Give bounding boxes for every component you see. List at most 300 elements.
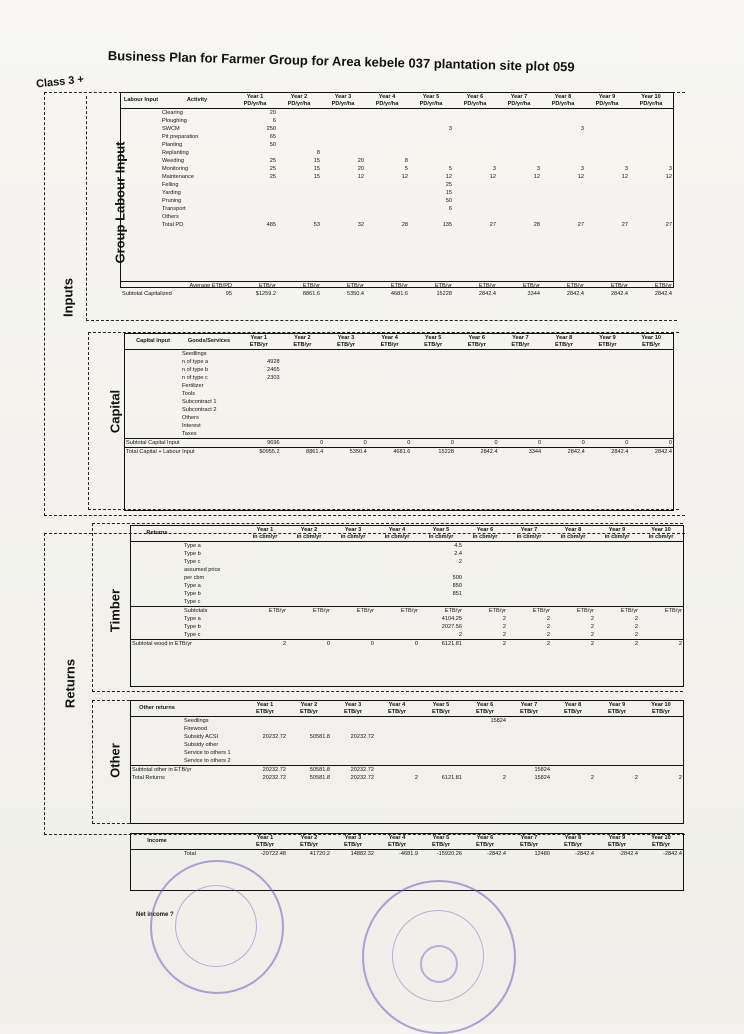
spacer-cell xyxy=(131,725,183,733)
unit-label: ETB/yr xyxy=(563,708,583,715)
spacer-cell xyxy=(131,741,183,749)
value-cell xyxy=(409,149,453,157)
year-label: Year 1 xyxy=(256,701,274,708)
year-label: Year 4 xyxy=(378,93,396,100)
value-cell xyxy=(639,766,683,775)
value-cell xyxy=(375,631,419,640)
value-cell xyxy=(585,141,629,149)
spacer-cell xyxy=(131,550,183,558)
unit-label: PD/yr/ha xyxy=(243,100,267,107)
unit-cell: ETB/yr xyxy=(595,607,639,616)
value-cell: 2 xyxy=(502,624,506,630)
value-cell xyxy=(629,382,673,390)
unit-cell: ETB/yr xyxy=(321,282,365,291)
value-cell: 2 xyxy=(590,775,594,781)
value-cell xyxy=(331,542,375,551)
year-header-5 xyxy=(419,834,463,850)
value-cell: 14882.32 xyxy=(331,850,375,859)
value-cell: 65 xyxy=(269,134,276,140)
value-cell xyxy=(541,205,585,213)
activity-label: SWCM xyxy=(162,126,180,132)
value-cell xyxy=(411,406,455,414)
value-cell xyxy=(499,382,543,390)
value-cell: 50 xyxy=(445,198,452,204)
value-cell xyxy=(499,430,543,439)
unit-label: ETB/yr xyxy=(343,841,363,848)
value-cell xyxy=(497,125,541,133)
timber-value-row xyxy=(131,623,683,631)
year-header-3 xyxy=(331,701,375,717)
value-cell xyxy=(277,197,321,205)
value-cell: 2 xyxy=(502,616,506,622)
value-cell xyxy=(365,117,409,125)
value-cell xyxy=(455,366,499,374)
value-cell xyxy=(409,117,453,125)
value-cell xyxy=(331,574,375,582)
other-total-row xyxy=(131,774,683,782)
spacer-cell xyxy=(121,205,161,213)
goods-label: n of type c xyxy=(182,375,208,381)
value-cell xyxy=(463,550,507,558)
value-cell xyxy=(499,366,543,374)
value-cell xyxy=(233,181,277,189)
unit-cell: ETB/yr xyxy=(419,607,463,616)
unit-label: ETB/yr xyxy=(387,708,407,715)
value-cell xyxy=(321,213,365,221)
value-cell xyxy=(595,757,639,766)
timber-row xyxy=(131,558,683,566)
value-cell: 2 xyxy=(507,640,551,649)
value-cell xyxy=(331,590,375,598)
value-cell: 5 xyxy=(404,166,408,172)
value-cell xyxy=(321,205,365,213)
activity-label: Felling xyxy=(162,182,179,188)
other-header-row xyxy=(131,701,683,717)
year-label: Year 9 xyxy=(598,93,616,100)
year-header-2 xyxy=(281,334,325,350)
year-label: Year 3 xyxy=(334,93,352,100)
year-label: Year 3 xyxy=(337,334,355,341)
value-cell: 6121.81 xyxy=(441,775,462,781)
goods-label: Tools xyxy=(182,391,196,397)
year-header-8 xyxy=(542,334,586,350)
capital-row xyxy=(125,398,673,406)
year-header-10 xyxy=(639,834,683,850)
value-cell xyxy=(375,574,419,582)
year-label: Year 3 xyxy=(344,701,362,708)
value-cell xyxy=(321,181,365,189)
value-cell xyxy=(281,390,325,398)
value-cell: 2 xyxy=(546,616,550,622)
value-cell: -4681.9 xyxy=(375,850,419,859)
value-cell xyxy=(507,566,551,574)
year-header-6 xyxy=(463,834,507,850)
year-header-4 xyxy=(375,834,419,850)
subtotal-label: Subtotal Capital Input xyxy=(126,440,180,446)
value-cell xyxy=(542,374,586,382)
value-cell xyxy=(277,189,321,197)
value-cell: 12 xyxy=(401,174,408,180)
year-header-10 xyxy=(639,701,683,717)
value-cell xyxy=(419,766,463,775)
activity-label: Weeding xyxy=(162,158,184,164)
unit-cell: ETB/yr xyxy=(365,282,409,291)
value-cell xyxy=(497,205,541,213)
value-cell: 8 xyxy=(404,158,408,164)
labour-summary-table xyxy=(121,281,673,298)
value-cell xyxy=(639,725,683,733)
labour-average-row xyxy=(121,282,673,291)
unit-label: PD/yr/ha xyxy=(287,100,311,107)
value-cell xyxy=(375,615,419,623)
timber-type-label: Type c xyxy=(184,559,201,565)
value-cell xyxy=(551,582,595,590)
activity-label: Others xyxy=(162,214,179,220)
value-cell xyxy=(551,741,595,749)
value-cell xyxy=(497,197,541,205)
unit-label: PD/yr/ha xyxy=(419,100,443,107)
value-cell: 6 xyxy=(272,118,276,124)
value-cell xyxy=(277,117,321,125)
year-label: Year 7 xyxy=(512,334,529,341)
labour-row xyxy=(121,117,673,125)
value-cell xyxy=(281,430,325,439)
year-header-3 xyxy=(321,93,365,109)
value-cell: 2 xyxy=(546,624,550,630)
unit-label: ETB/yr xyxy=(424,341,443,348)
value-cell xyxy=(497,213,541,221)
value-cell: 28 xyxy=(533,222,540,228)
group-labour-label: Group Labour Input xyxy=(112,141,128,264)
value-cell: 9696 xyxy=(237,439,281,448)
value-cell xyxy=(368,398,412,406)
value-cell xyxy=(281,358,325,366)
value-cell xyxy=(287,623,331,631)
spacer-cell xyxy=(121,109,161,118)
value-cell: 2842.4 xyxy=(654,291,672,297)
year-label: Year 6 xyxy=(468,334,486,341)
timber-table xyxy=(131,526,683,648)
year-header-5 xyxy=(419,526,463,542)
other-item-label: Firewood xyxy=(184,726,208,732)
value-cell: 2 xyxy=(634,624,638,630)
value-cell xyxy=(551,550,595,558)
value-cell: 12 xyxy=(577,174,584,180)
year-label: Year 2 xyxy=(300,526,318,533)
year-header-3 xyxy=(331,526,375,542)
year-label: Year 5 xyxy=(422,93,440,100)
value-cell: 4681.6 xyxy=(390,291,408,297)
value-cell xyxy=(639,631,683,640)
value-cell: 2 xyxy=(414,775,418,781)
value-cell xyxy=(595,582,639,590)
spacer-cell xyxy=(131,558,183,566)
labour-subtotal-row xyxy=(121,290,673,298)
value-cell xyxy=(507,717,551,726)
year-header-2 xyxy=(287,526,331,542)
value-cell xyxy=(331,741,375,749)
value-cell xyxy=(287,717,331,726)
value-cell xyxy=(365,205,409,213)
value-cell: 0 xyxy=(287,640,331,649)
value-cell xyxy=(639,741,683,749)
value-cell: 2842.4 xyxy=(586,448,630,457)
value-cell xyxy=(463,741,507,749)
value-cell xyxy=(375,623,419,631)
unit-label: ETB/yr xyxy=(511,341,530,348)
year-header-7 xyxy=(507,701,551,717)
value-cell xyxy=(595,550,639,558)
year-label: Year 9 xyxy=(608,701,626,708)
value-cell xyxy=(586,382,630,390)
value-cell xyxy=(595,598,639,607)
value-cell: 0 xyxy=(586,439,630,448)
spacer-cell xyxy=(121,157,161,165)
total-label: Total PD xyxy=(162,222,184,228)
capital-row xyxy=(125,358,673,366)
value-cell xyxy=(411,382,455,390)
value-cell xyxy=(409,133,453,141)
value-cell xyxy=(507,582,551,590)
spacer-cell xyxy=(121,221,161,229)
value-cell xyxy=(595,542,639,551)
year-label: Year 10 xyxy=(651,526,671,533)
value-cell xyxy=(455,414,499,422)
timber-type-label: Type c xyxy=(184,632,201,638)
value-cell xyxy=(281,414,325,422)
value-cell xyxy=(507,542,551,551)
activity-label: Replanting xyxy=(162,150,189,156)
value-cell xyxy=(324,366,368,374)
spacer-cell xyxy=(131,607,183,616)
value-cell xyxy=(497,109,541,118)
unit-cell: ETB/yr xyxy=(243,607,287,616)
value-cell: 2 xyxy=(546,632,550,638)
goods-label: Interest xyxy=(182,423,201,429)
value-cell xyxy=(629,133,673,141)
activity-label: Yarding xyxy=(162,190,181,196)
value-cell xyxy=(455,406,499,414)
value-cell xyxy=(277,133,321,141)
value-cell xyxy=(453,213,497,221)
value-cell xyxy=(595,590,639,598)
value-cell: 20 xyxy=(357,166,364,172)
labour-total-row xyxy=(121,221,673,229)
unit-label: ETB/yr xyxy=(336,341,355,348)
value-cell: 15 xyxy=(313,158,320,164)
value-cell: 2027.56 xyxy=(441,624,462,630)
value-cell xyxy=(629,157,673,165)
year-header-9 xyxy=(595,701,639,717)
year-label: Year 6 xyxy=(476,526,494,533)
value-cell xyxy=(455,390,499,398)
value-cell xyxy=(237,414,281,422)
year-label: Year 1 xyxy=(256,834,274,841)
spacer-cell xyxy=(125,366,181,374)
value-cell: 4.5 xyxy=(454,543,462,549)
unit-cell: ETB/yr xyxy=(277,282,321,291)
subtotal-label: Subtotal other in ETB/yr xyxy=(131,766,243,775)
year-label: Year 7 xyxy=(520,834,538,841)
year-label: Year 7 xyxy=(520,701,538,708)
value-cell xyxy=(287,598,331,607)
value-cell xyxy=(287,757,331,766)
value-cell xyxy=(375,717,419,726)
capital-table xyxy=(125,334,673,456)
value-cell xyxy=(324,430,368,439)
year-label: Year 5 xyxy=(424,334,442,341)
year-header-9 xyxy=(585,93,629,109)
value-cell xyxy=(499,398,543,406)
value-cell xyxy=(629,374,673,382)
value-cell: 2 xyxy=(678,775,682,781)
value-cell xyxy=(243,542,287,551)
year-header-7 xyxy=(507,526,551,542)
spacer-cell xyxy=(125,390,181,398)
value-cell xyxy=(324,350,368,359)
value-cell xyxy=(243,631,287,640)
other-item-label: Service to others 2 xyxy=(184,758,231,764)
value-cell: 20232.72 xyxy=(331,766,375,775)
value-cell xyxy=(551,725,595,733)
spacer-cell xyxy=(131,631,183,640)
value-cell: 6121.81 xyxy=(419,640,463,649)
value-cell xyxy=(629,189,673,197)
value-cell xyxy=(321,117,365,125)
value-cell xyxy=(541,213,585,221)
unit-label: ETB/yr xyxy=(607,841,627,848)
unit-label: in cbm/yr xyxy=(604,533,630,540)
year-header-1 xyxy=(243,834,287,850)
value-cell xyxy=(411,350,455,359)
value-cell xyxy=(629,390,673,398)
value-cell xyxy=(455,430,499,439)
subtotal-label: Subtotal Capitalized xyxy=(122,291,172,297)
value-cell: 2842.4 xyxy=(566,291,584,297)
value-cell xyxy=(639,717,683,726)
value-cell xyxy=(585,197,629,205)
value-cell xyxy=(507,725,551,733)
capital-row xyxy=(125,350,673,359)
value-cell xyxy=(237,350,281,359)
value-cell xyxy=(368,366,412,374)
value-cell xyxy=(499,350,543,359)
value-cell xyxy=(287,749,331,757)
year-label: Year 6 xyxy=(476,701,494,708)
value-cell xyxy=(287,725,331,733)
value-cell xyxy=(586,374,630,382)
value-cell xyxy=(243,598,287,607)
unit-label: ETB/yr xyxy=(475,841,495,848)
value-cell xyxy=(411,414,455,422)
value-cell xyxy=(281,422,325,430)
value-cell xyxy=(542,366,586,374)
value-cell xyxy=(629,406,673,414)
value-cell xyxy=(243,757,287,766)
value-cell: 20232.72 xyxy=(350,734,374,740)
value-cell xyxy=(499,374,543,382)
year-header-2 xyxy=(287,701,331,717)
value-cell xyxy=(411,366,455,374)
value-cell xyxy=(586,366,630,374)
value-cell: 4681.6 xyxy=(368,448,412,457)
value-cell xyxy=(639,598,683,607)
value-cell xyxy=(243,623,287,631)
value-cell xyxy=(541,181,585,189)
value-cell xyxy=(542,430,586,439)
labour-row xyxy=(121,109,673,118)
value-cell xyxy=(453,133,497,141)
value-cell: 500 xyxy=(452,575,462,581)
value-cell xyxy=(453,141,497,149)
labour-row xyxy=(121,133,673,141)
year-header-8 xyxy=(551,834,595,850)
value-cell xyxy=(277,205,321,213)
timber-type-label: Type b xyxy=(184,551,201,557)
page-title: Business Plan for Farmer Group for Area kebele 037 plantation site plot 059 xyxy=(107,48,575,75)
value-cell xyxy=(237,430,281,439)
spacer-cell xyxy=(131,733,183,741)
value-cell xyxy=(497,181,541,189)
value-cell: 50581.8 xyxy=(287,766,331,775)
value-cell: 2 xyxy=(595,640,639,649)
value-cell xyxy=(463,574,507,582)
value-cell xyxy=(463,566,507,574)
timber-type-label: Type b xyxy=(184,591,201,597)
year-header-5 xyxy=(409,93,453,109)
year-header-6 xyxy=(453,93,497,109)
unit-cell: ETB/yr xyxy=(551,607,595,616)
value-cell xyxy=(453,189,497,197)
value-cell xyxy=(237,398,281,406)
value-cell xyxy=(595,733,639,741)
spacer-cell xyxy=(131,574,183,582)
value-cell: 25 xyxy=(269,158,276,164)
value-cell xyxy=(463,749,507,757)
value-cell xyxy=(551,717,595,726)
year-label: Year 10 xyxy=(641,334,661,341)
value-cell xyxy=(455,374,499,382)
value-cell xyxy=(639,757,683,766)
value-cell: 2842.4 xyxy=(478,291,496,297)
activity-label: Planting xyxy=(162,142,183,148)
value-cell xyxy=(586,422,630,430)
stamp-right-center xyxy=(420,945,458,983)
value-cell: 12 xyxy=(621,174,628,180)
value-cell xyxy=(331,717,375,726)
activity-label: Clearing xyxy=(162,110,183,116)
value-cell xyxy=(453,125,497,133)
value-cell xyxy=(287,741,331,749)
value-cell xyxy=(551,598,595,607)
unit-cell: ETB/yr xyxy=(331,607,375,616)
capital-total-row xyxy=(125,448,673,457)
value-cell: 27 xyxy=(621,222,628,228)
spacer-cell xyxy=(125,350,181,359)
value-cell: 15824 xyxy=(490,718,506,724)
capital-header-row xyxy=(125,334,673,350)
value-cell xyxy=(243,615,287,623)
value-cell xyxy=(499,414,543,422)
value-cell xyxy=(331,566,375,574)
value-cell xyxy=(639,566,683,574)
value-cell xyxy=(368,382,412,390)
year-label: Year 5 xyxy=(432,701,450,708)
value-cell xyxy=(639,558,683,566)
value-cell xyxy=(463,582,507,590)
timber-row xyxy=(131,590,683,598)
value-cell xyxy=(243,725,287,733)
